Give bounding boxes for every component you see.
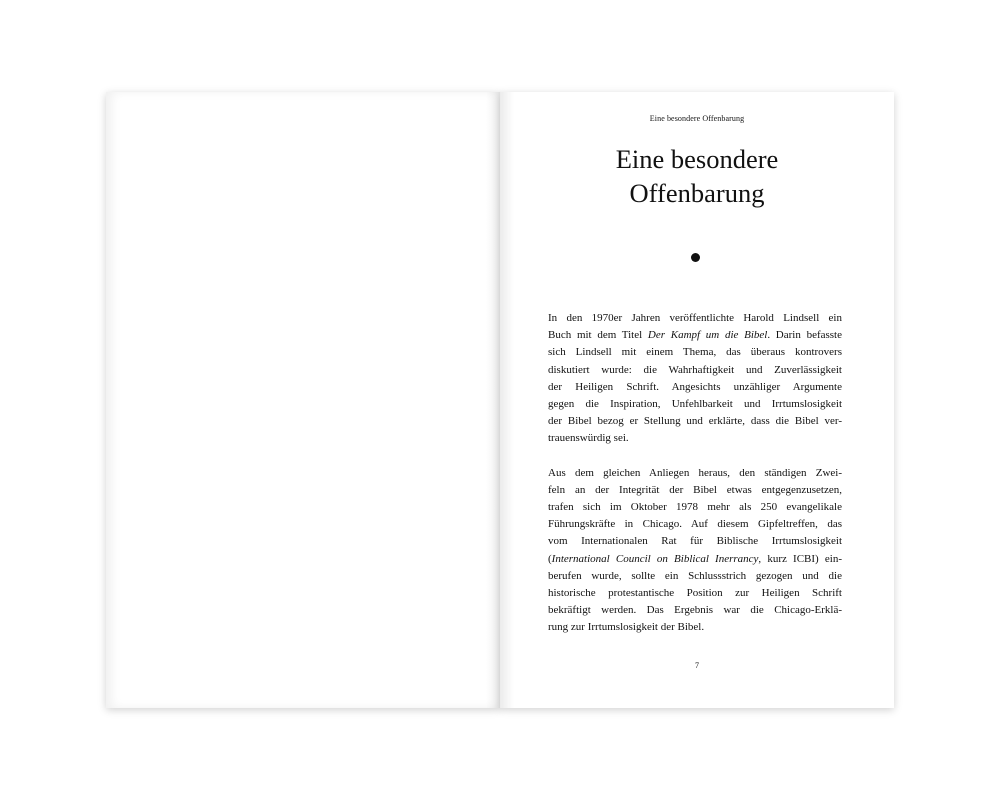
text-line: der Bibel bezog er Stellung und erklärte, dass die Bibel ver- xyxy=(548,415,842,428)
paragraph-2 xyxy=(548,465,842,637)
text-line: Führungskräfte in Chicago. Auf diesem Gipfeltreffen, das xyxy=(548,518,842,531)
paragraph-1 xyxy=(548,310,842,448)
text-line: vom Internationalen Rat für Biblische Irrtumslosigkeit xyxy=(548,535,842,548)
text-line: feln an der Integrität der Bibel etwas entgegenzusetzen, xyxy=(548,483,842,496)
chapter-title-line-1: Eine besondere xyxy=(615,144,779,174)
text-line: Aus dem gleichen Anliegen heraus, den ständigen Zwei- xyxy=(548,466,842,479)
text-line: (International Council on Biblical Inerrancy, kurz ICBI) ein- xyxy=(548,552,842,565)
chapter-title-line-2: Offenbarung xyxy=(629,178,765,208)
text-line: berufen wurde, sollte ein Schlussstrich gezogen und die xyxy=(548,569,842,582)
bullet-ornament-icon xyxy=(691,253,700,262)
text-line: rung zur Irrtumslosigkeit der Bibel. xyxy=(548,621,705,634)
body-text xyxy=(548,310,842,654)
text-line: sich Lindsell mit einem Thema, das überaus kontrovers xyxy=(548,346,842,359)
book-spread xyxy=(106,92,894,708)
right-page xyxy=(500,92,894,708)
text-line: In den 1970er Jahren veröffentlichte Harold Lindsell ein xyxy=(548,312,842,324)
text-line: historische protestantische Position zur Heiligen Schrift xyxy=(548,587,842,600)
text-line: trafen sich im Oktober 1978 mehr als 250 evangelikale xyxy=(548,501,842,514)
text-line: gegen die Inspiration, Unfehlbarkeit und Irrtumslosigkeit xyxy=(548,398,842,411)
book-title-italic: Der Kampf um die Bibel xyxy=(647,329,768,342)
running-head: Eine besondere Offenbarung xyxy=(649,114,745,123)
text-line: der Heiligen Schrift. Angesichts unzähliger Argumente xyxy=(548,380,842,393)
text-line: trauenswürdig sei. xyxy=(548,432,629,445)
page-number: 7 xyxy=(695,661,699,670)
text-line: bekräftigt werden. Das Ergebnis war die Chicago-Erklä- xyxy=(548,604,842,617)
text-line: diskutiert wurde: die Wahrhaftigkeit und Zuverlässigkeit xyxy=(548,363,842,376)
chapter-title xyxy=(500,142,894,210)
text-line: Buch mit dem Titel Der Kampf um die Bibel. Darin befasste xyxy=(548,329,842,342)
left-page-blank xyxy=(106,92,500,708)
council-name-italic: International Council on Biblical Inerrancy xyxy=(551,552,759,565)
